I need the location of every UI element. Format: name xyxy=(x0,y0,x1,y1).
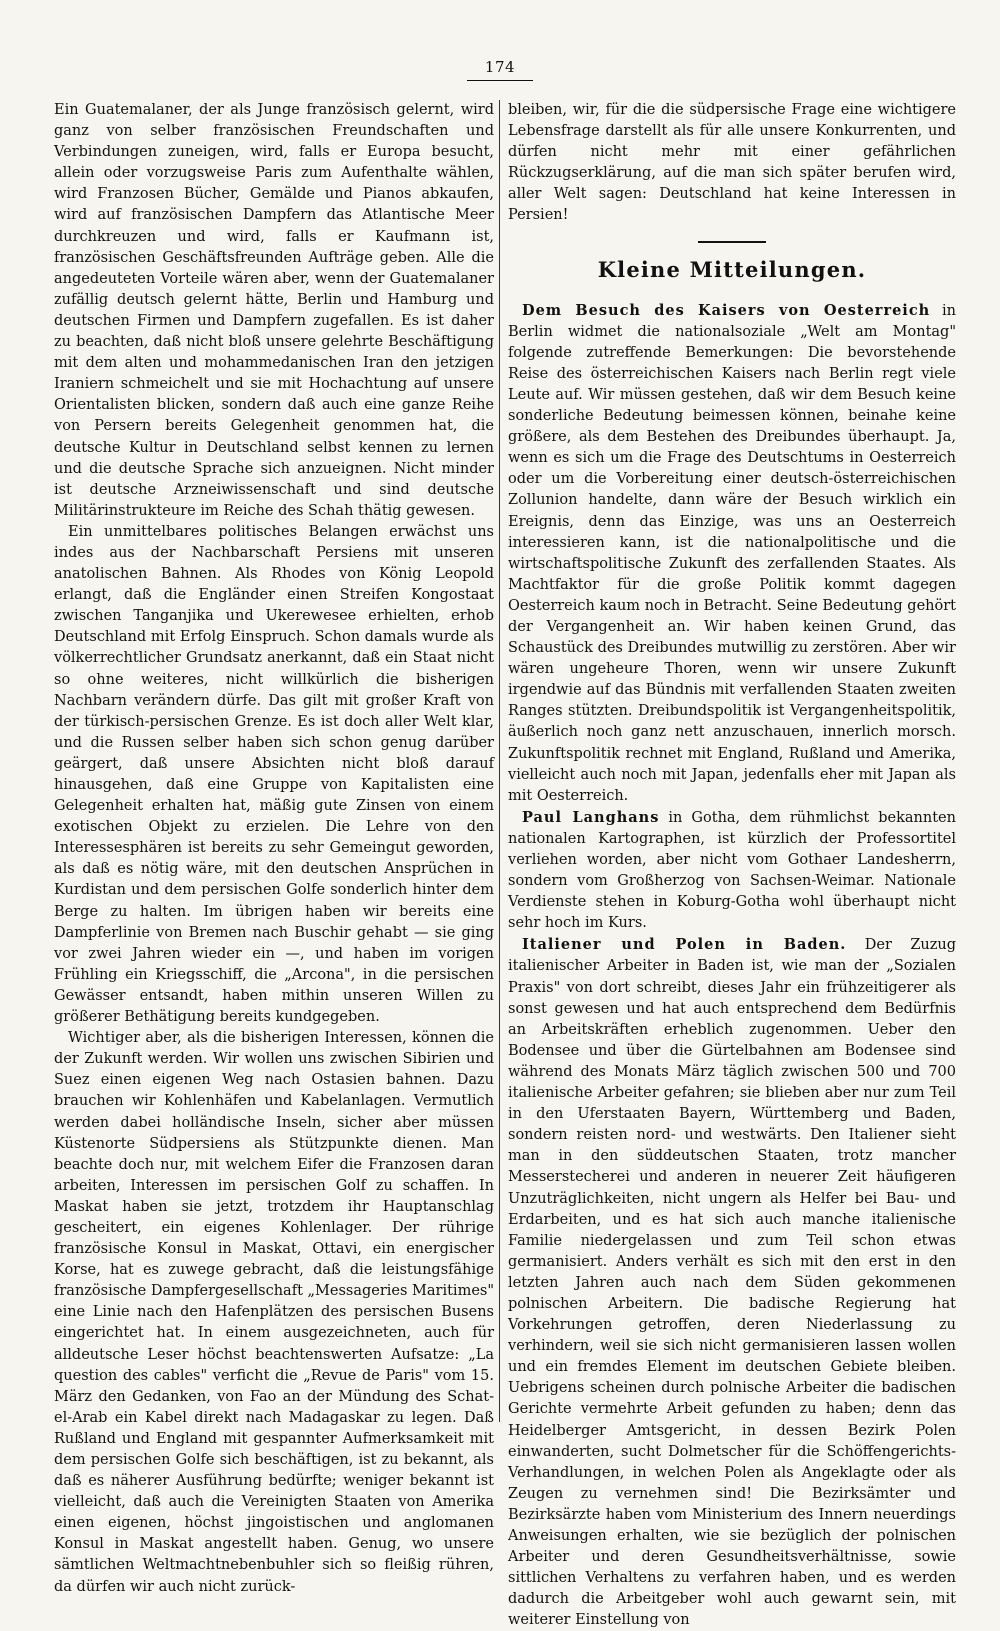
left-column xyxy=(54,100,494,1598)
news-item-lead: Paul Langhans xyxy=(522,808,660,826)
paragraph: Wichtiger aber, als die bisherigen Interessen, können die der Zukunft werden. Wir wollen uns zwischen Sibirien und Suez einen eigenen Weg nach Ostasien bahnen. Dazu brauchen wir Kohlenhäfen und Kabelanlagen. Vermutlich werden dabei holländische Inseln, sicher aber müssen Küstenorte Südpersiens als Stützpunkte dienen. Man beachte doch nur, mit welchem Eifer die Franzosen daran arbeiten, Interessen im persischen Golf zu schaffen. In Maskat haben sie jetzt, trotzdem ihr Hauptanschlag gescheitert, ein eigenes Kohlenlager. Der rührige französische Konsul in Maskat, Ottavi, ein energischer Korse, hat es zuwege gebracht, daß die leistungsfähige französische Dampfergesellschaft „Messageries Maritimes" eine Linie nach den Hafenplätzen des persischen Busens eingerichtet hat. In einem ausgezeichneten, auch für alldeutsche Leser höchst beachtenswerten Aufsatze: „La question des cables" verficht die „Revue de Paris" vom 15. März den Gedanken, von Fao an der Mündung des Schat-el-Arab ein Kabel direkt nach Madagaskar zu legen. Daß Rußland und England mit gespannter Aufmerksamkeit mit dem persischen Golfe sich beschäftigen, ist zu bekannt, als daß es näherer Ausführung bedürfte; weniger bekannt ist vielleicht, daß auch die Vereinigten Staaten von Amerika einen eigenen, höchst jingoistischen und anglomanen Konsul in Maskat angestellt haben. Genug, wo unsere sämtlichen Weltmachtnebenbuhler sich so fleißig rühren, da dürfen wir auch nicht zurück- xyxy=(54,1030,495,1595)
news-item xyxy=(508,300,956,807)
right-column xyxy=(508,100,956,1631)
section-title: Kleine Mitteilungen. xyxy=(597,256,867,282)
column-divider xyxy=(499,100,500,1422)
page-number: 174 xyxy=(484,58,516,76)
news-item-text: in Berlin widmet die nationalsoziale „Welt am Montag" folgende zutreffende Bemerkungen: Die bevorstehende Reise des österreichischen Kaisers nach Berlin regt viele Leute auf. Wir müssen gestehen, daß wir dem Besuch keine sonderliche Bedeutung beimessen können, beinahe keine größere, als dem Bestehen des Dreibundes überhaupt. Ja, wenn es sich um die Frage des Deutschtums in Oesterreich oder um die Vorbereitung einer deutsch-österreichischen Zollunion handelte, dann wäre der Besuch wirklich ein Ereignis, denn das Einzige, was uns an Oesterreich interessieren kann, ist die nationalpolitische und die wirtschaftspolitische Zukunft des zerfallenden Staates. Als Machtfaktor für die große Politik kommt dagegen Oesterreich kaum noch in Betracht. Seine Bedeutung gehört der Vergangenheit an. Wir haben keinen Grund, das Schaustück des Dreibundes mutwillig zu zerstören. Aber wir wären ungeheure Thoren, wenn wir unsere Zukunft irgendwie auf das Bündnis mit verfallenden Staaten zweiten Ranges stützten. Dreibundspolitik ist Vergangenheitspolitik, äußerlich noch ganz nett anzuschauen, innerlich morsch. Zukunftspolitik rechnet mit England, Rußland und Amerika, vielleicht auch noch mit Japan, jedenfalls eher mit Japan als mit Oesterreich. xyxy=(508,302,956,804)
page-number-rule xyxy=(467,80,533,81)
continued-paragraph: bleiben, wir, für die die südpersische Frage eine wichtigere Lebensfrage darstellt als für alle unsere Konkurrenten, und dürfen nicht mehr mit einer gefährlichen Rückzugserklärung, auf die man sich später berufen wird, aller Welt sagen: Deutschland hat keine Interessen in Persien! xyxy=(508,102,956,224)
section-rule xyxy=(698,241,766,243)
paragraph: Ein Guatemalaner, der als Junge französisch gelernt, wird ganz von selber französischen Freundschaften und Verbindungen zuneigen, wird, falls er Europa besucht, allein oder vorzugsweise Paris zum Aufenthalte wählen, wird Franzosen Bücher, Gemälde und Pianos abkaufen, wird auf französischen Dampfern das Atlantische Meer durchkreuzen und wird, falls er Kaufmann ist, französischen Geschäftsfreunden Aufträge geben. Alle die angedeuteten Vorteile wären aber, wenn der Guatemalaner zufällig deutsch gelernt hätte, Berlin und Hamburg und deutschen Firmen und Dampfern zugefallen. Es ist daher zu beachten, daß nicht bloß unsere gelehrte Beschäftigung mit dem alten und mohammedanischen Iran den jetzigen Iraniern schmeichelt und sie mit Hochachtung auf unsere Orientalisten blicken, sondern daß auch eine ganze Reihe von Persern bereits Gelegenheit genommen hat, die deutsche Kultur in Deutschland selbst kennen zu lernen und die deutsche Sprache sich anzueignen. Nicht minder ist deutsche Arzneiwissenschaft und sind deutsche Militärinstrukteure im Reiche des Schah thätig gewesen. xyxy=(54,102,494,519)
news-item-lead: Italiener und Polen in Baden. xyxy=(522,936,847,954)
news-item-text: Der Zuzug italienischer Arbeiter in Baden ist, wie man der „Sozialen Praxis" von dort schreibt, dieses Jahr ein frühzeitigerer als sonst gewesen und hat auch entsprechend dem Bedürfnis an Arbeitskräften erheblich zugenommen. Ueber den Bodensee und über die Gürtelbahnen am Bodensee sind während des Monats März täglich zwischen 500 und 700 italienische Arbeiter gefahren; sie blieben aber nur zum Teil in den Uferstaaten Bayern, Württemberg und Baden, sondern reisten nord- und westwärts. Den Italiener sieht man in den süddeutschen Staaten, trotz mancher Messerstecherei und anderen in neuerer Zeit häufigeren Unzuträglichkeiten, nicht ungern als Helfer bei Bau- und Erdarbeiten, und es hat sich auch manche italienische Familie niedergelassen und zum Teil schon etwas germanisiert. Anders verhält es sich mit den erst in den letzten Jahren auch nach dem Süden gekommenen polnischen Arbeitern. Die badische Regierung hat Vorkehrungen getroffen, deren Niederlassung zu verhindern, weil sie sich nicht germanisieren lassen wollen und ein fremdes Element im deutschen Gebiete bleiben. Uebrigens scheinen durch polnische Arbeiter die badischen Gerichte vermehrte Arbeit gefunden zu haben; denn das Heidelberger Amtsgericht, in dessen Bezirk Polen einwanderten, sucht Dolmetscher für die Schöffengerichts-Verhandlungen, in welchen Polen als Angeklagte oder als Zeugen zu vernehmen sind! Die Bezirksämter und Bezirksärzte haben vom Ministerium des Innern neuerdings Anweisungen erhalten, wie sie bezüglich der polnischen Arbeiter und deren Gesundheitsverhältnisse, sowie sittlichen Verhaltens zu verfahren haben, und es werden dadurch die Arbeitgeber wohl auch gewarnt sein, mit weiterer Einstellung von xyxy=(508,937,956,1629)
news-item xyxy=(508,934,956,1631)
news-item-text: in Gotha, dem rühmlichst bekannten nationalen Kartographen, ist kürzlich der Professortitel verliehen worden, aber nicht vom Gothaer Landesherrn, sondern vom Großherzog von Sachsen-Weimar. Nationale Verdienste stehen in Koburg-Gotha wohl überhaupt nicht sehr hoch im Kurs. xyxy=(508,809,956,932)
paragraph: Ein unmittelbares politisches Belangen erwächst uns indes aus der Nachbarschaft Persiens mit unseren anatolischen Bahnen. Als Rhodes von König Leopold erlangt, daß die Engländer einen Streifen Kongostaat zwischen Tanganjika und Ukerewesee erhielten, erhob Deutschland mit Erfolg Einspruch. Schon damals wurde als völkerrechtlicher Grundsatz anerkannt, daß ein Staat nicht so ohne weiteres, nicht willkürlich die bisherigen Nachbarn verändern dürfe. Das gilt mit großer Kraft von der türkisch-persischen Grenze. Es ist doch aller Welt klar, und die Russen selber haben sich schon genug darüber geärgert, daß unsere Absichten nicht bloß darauf hinausgehen, daß eine Gruppe von Kapitalisten eine Gelegenheit erhalten hat, mäßig gute Zinsen von einem exotischen Objekt zu erzielen. Die Lehre von den Interessesphären ist bereits zu sehr Gemeingut geworden, als daß es nötig wäre, mit den deutschen Ansprüchen in Kurdistan und dem persischen Golfe sonderlich hinter dem Berge zu halten. Im übrigen haben wir bereits eine Dampferlinie von Bremen nach Buschir gehabt — sie ging vor zwei Jahren wieder ein —, und haben im vorigen Frühling ein Kriegsschiff, die „Arcona", in die persischen Gewässer entsandt, haben mithin unseren Willen zu größerer Bethätigung bereits kundgegeben. xyxy=(54,523,494,1026)
news-item xyxy=(508,807,956,935)
news-item-lead: Dem Besuch des Kaisers von Oesterreich xyxy=(522,301,931,319)
